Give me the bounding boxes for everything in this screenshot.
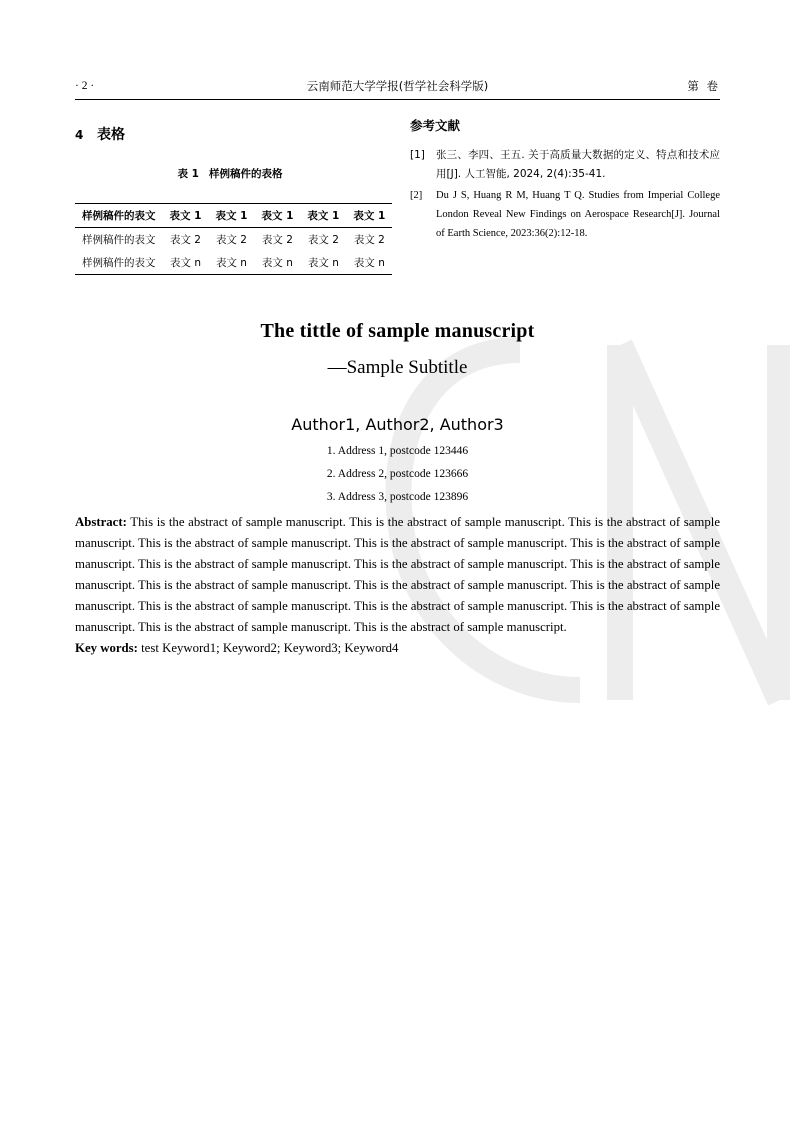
table-row [75,251,392,275]
header-divider [75,99,720,100]
table-cell: 表文 n [254,251,300,275]
journal-name: 云南师范大学学报(哲学社会科学版) [306,79,489,93]
references-heading: 参考文献 [410,118,461,133]
table-cell: 表文 2 [307,234,339,246]
right-column [410,116,720,245]
reference-marker: [1] [410,149,425,161]
references-list [410,146,720,243]
author-address: 1. Address 1, postcode 123446 [326,445,469,457]
section-number: 4 [75,128,84,142]
running-head [75,78,720,94]
abstract-block [75,512,720,659]
abstract-text: This is the abstract of sample manuscript. This is the abstract of sample manuscript. This is the abstract of sample manuscript. This is the abstract of sample manuscript. This is the abstract of sample manuscript. This is the abstract of sample manuscript. This is the abstract of sample manuscript. This is the abstract of sample manuscript. This is the abstract of sample manuscript. This is the abstract of sample manuscript. This is the abstract of sample manuscript. This is the abstract of sample manuscript. This is the abstract of sample manuscript. This is the abstract of sample manuscript. This is the abstract of sample manuscript. This is the abstract of sample manuscript. This is the abstract of sample manuscript. [75,515,720,634]
sample-table [75,203,392,275]
table-cell: 表文 n [208,251,254,275]
section-title: 表格 [97,127,125,143]
article-header [75,320,720,503]
table-cell: 样例稿件的表文 [82,234,156,246]
left-column [75,124,385,275]
abstract-label: Abstract: [75,515,127,529]
table-caption-text: 样例稿件的表格 [208,168,283,180]
article-title: The tittle of sample manuscript [260,320,535,342]
table-caption-label: 表 1 [177,168,199,180]
page-folio: · 2 · [75,80,95,92]
table-cell: 表文 n [346,251,392,275]
keywords-text: test Keyword1; Keyword2; Keyword3; Keyword4 [137,641,399,655]
reference-text: 张三、李四、王五. 关于高质量大数据的定义、特点和技术应用[J]. 人工智能, 2024, 2(4):35-41. [436,149,720,180]
reference-item [410,146,720,184]
reference-marker: [2] [410,190,423,201]
table-cell: 表文 n [300,251,346,275]
table-cell: 表文 n [163,251,209,275]
abstract-paragraph [75,512,720,638]
table-header-cell: 表文 1 [254,204,300,228]
table-header-cell: 样例稿件的表文 [75,204,163,228]
table-cell: 表文 2 [215,234,247,246]
table-cell: 表文 2 [353,234,385,246]
keywords-label: Key words: [75,641,138,655]
author-list: Author1, Author2, Author3 [291,415,504,434]
volume-label: 第 卷 [687,79,720,93]
table-header-cell: 表文 1 [346,204,392,228]
reference-text: Du J S, Huang R M, Huang T Q. Studies from Imperial College London Reveal New Findings on Aerospace Research[J]. Journal of Earth Science, 2023:36(2):12-18. [436,190,720,239]
table-caption [75,166,385,181]
table-header-cell: 表文 1 [163,204,209,228]
table-cell: 表文 2 [261,234,293,246]
table-header-cell: 表文 1 [208,204,254,228]
table-cell: 表文 2 [169,234,201,246]
author-address: 2. Address 2, postcode 123666 [326,468,469,480]
table-cell: 样例稿件的表文 [75,251,163,275]
reference-item [410,186,720,243]
author-address: 3. Address 3, postcode 123896 [326,491,469,503]
article-subtitle: —Sample Subtitle [327,357,468,378]
table-row [75,228,392,252]
section-heading [75,124,385,144]
table-header-cell: 表文 1 [300,204,346,228]
keywords-paragraph [75,638,720,659]
